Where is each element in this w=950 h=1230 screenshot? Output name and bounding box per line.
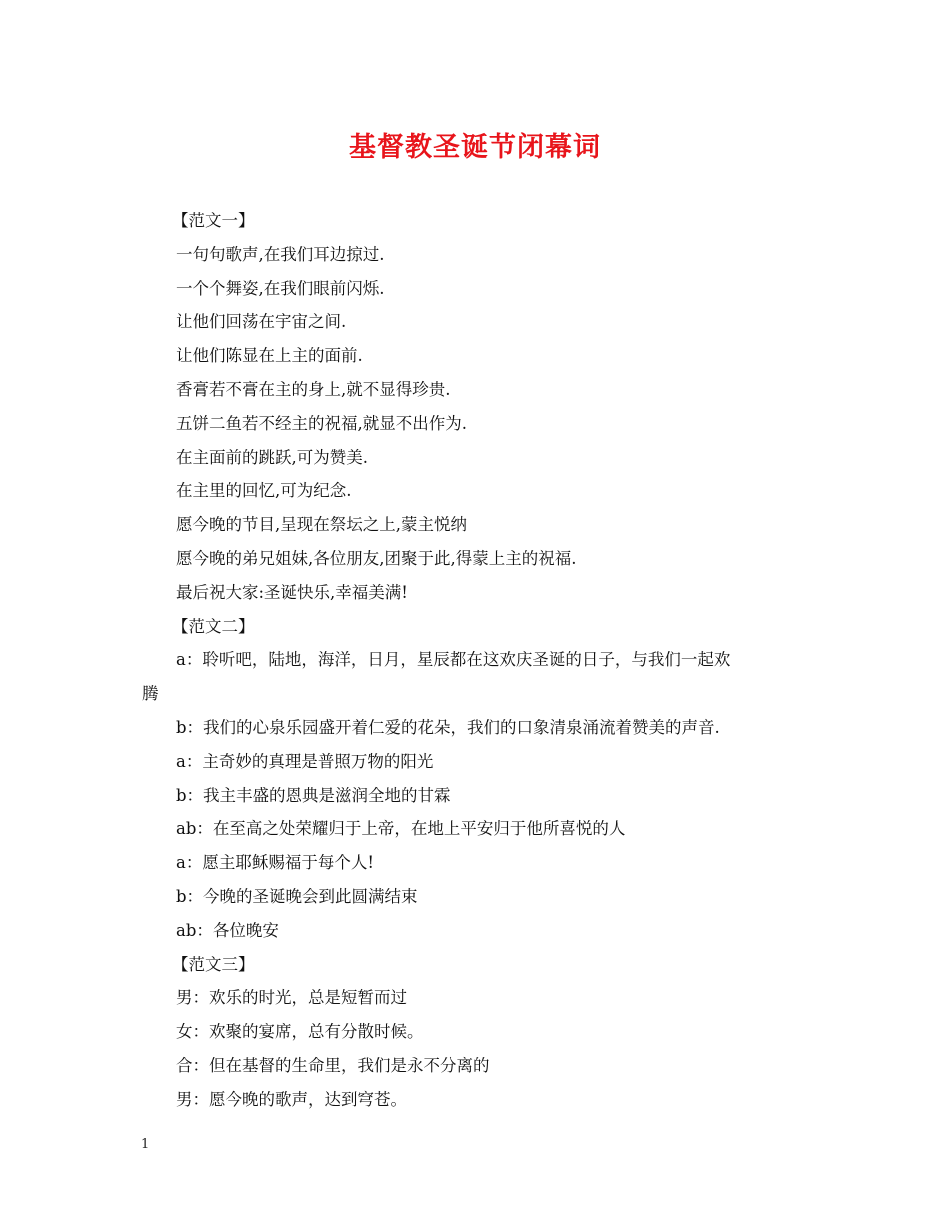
text-line: 在主里的回忆,可为纪念. [176, 481, 352, 501]
section-heading: 【范文三】 [172, 954, 255, 974]
text-line: 在主面前的跳跃,可为赞美. [176, 447, 368, 467]
section-heading: 【范文二】 [172, 616, 255, 636]
section-heading: 【范文一】 [172, 211, 255, 230]
document-body [142, 204, 822, 1117]
text-line: 女：欢聚的宴席，总有分散时候。 [176, 1022, 424, 1042]
text-line: 香膏若不膏在主的身上,就不显得珍贵. [176, 379, 451, 399]
text-line: a：愿主耶稣赐福于每个人! [176, 853, 374, 873]
text-line: ab：各位晚安 [176, 920, 279, 940]
text-line: b：我主丰盛的恩典是滋润全地的甘霖 [176, 785, 451, 805]
document-title: 基督教圣诞节闭幕词 [349, 132, 601, 163]
text-line: 让他们回荡在宇宙之间. [176, 312, 347, 332]
text-line: 五饼二鱼若不经主的祝福,就显不出作为. [176, 413, 467, 433]
text-line: a：聆听吧，陆地，海洋，日月，星辰都在这欢庆圣诞的日子，与我们一起欢 [176, 650, 731, 670]
text-line: b：今晚的圣诞晚会到此圆满结束 [176, 886, 418, 906]
text-line: 愿今晚的节目,呈现在祭坛之上,蒙主悦纳 [176, 515, 467, 535]
text-line-continuation: 腾 [142, 684, 159, 704]
text-line: 一句句歌声,在我们耳边掠过. [176, 244, 385, 264]
text-line: 男：欢乐的时光，总是短暂而过 [176, 988, 407, 1008]
text-line: ab：在至高之处荣耀归于上帝，在地上平安归于他所喜悦的人 [176, 819, 626, 839]
page-number: 1 [141, 1137, 150, 1152]
text-line: 愿今晚的弟兄姐妹,各位朋友,团聚于此,得蒙上主的祝福. [176, 548, 577, 568]
text-line: 男：愿今晚的歌声，达到穹苍。 [176, 1089, 407, 1109]
text-line: 让他们陈显在上主的面前. [176, 346, 363, 366]
text-line: 合：但在基督的生命里，我们是永不分离的 [176, 1055, 490, 1075]
text-line: b：我们的心泉乐园盛开着仁爱的花朵，我们的口象清泉涌流着赞美的声音. [176, 717, 720, 737]
text-line: a：主奇妙的真理是普照万物的阳光 [176, 751, 434, 771]
text-line: 最后祝大家:圣诞快乐,幸福美满! [176, 582, 408, 602]
text-line: 一个个舞姿,在我们眼前闪烁. [176, 278, 385, 298]
